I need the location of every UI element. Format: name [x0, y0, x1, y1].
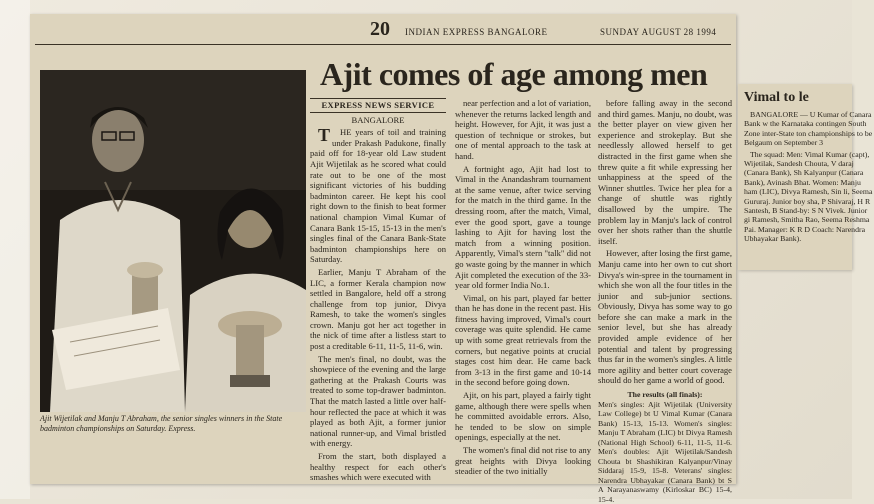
sidebar-headline: Vimal to le [744, 90, 809, 105]
article-column-3 [598, 98, 732, 504]
paragraph: Ajit, on his part, played a fairly tight game, although there were spells when he committed avoidable errors. Also, he tended to be slow on simple openings, especially at the net. [455, 390, 591, 443]
photo-image [40, 70, 306, 412]
results-text: Men's singles: Ajit Wijetilak (University Law College) bt U Vimal Kumar (Canara Bank) 15-13, 15-13. Women's singles: Manju T Abraham (LIC) bt Divya Ramesh (National High School) 6-11, 11-5, 11-6. Men's doubles: Ajit Wijetilak/Sandesh Chouta bt Shashikiran Kalyanpur/Vinay Siddaraj 15-9, 15-8. Veterans' singles: Narendra Ubhayakar (Canara Bank) bt S A Narayanaswamy (Kirloskar BC) 15-4, 15-4. [598, 399, 732, 504]
paragraph: Vimal, on his part, played far better than he has done in the recent past. His fitness having improved, Vimal's court coverage was quite splendid. He came up with some great retrievals from the corners, but negative points at crucial stages cost him dear. He came back from 3-13 in the first game and 10-14 in the second before going down. [455, 292, 591, 388]
article-column-2 [455, 98, 591, 482]
players-photo [40, 70, 306, 412]
headline: Ajit comes of age among men [320, 56, 708, 92]
sleeve-edge [0, 0, 30, 499]
paragraph: THE years of toil and training under Prakash Padukone, finally paid off for 18-year old Law student Ajit Wijetilak as he scored what could rate out to be one of the most significant victories of his budding badminton career. He kept his cool right down to the finish to beat former national champion Vimal Kumar of Canara Bank 15-15, 15-13 in the men's singles final of the Canara Bank-State badminton championships here on Saturday. [310, 125, 446, 265]
paragraph: The men's final, no doubt, was the showpiece of the evening and the large gathering at the Prakash Courts was treated to some top-drawer badminton. That the match lasted a little over half-hour reflected the pace at which it was played as both Ajit, a former junior national runner-up, and Vimal bristled with energy. [310, 353, 446, 449]
photo-caption: Ajit Wijetilak and Manju T Abraham, the senior singles winners in the State badminton championships on Saturday. Express. [40, 414, 283, 433]
byline: EXPRESS NEWS SERVICE [310, 98, 446, 113]
article-column-1 [310, 98, 446, 482]
results-box [598, 390, 732, 504]
paragraph: However, after losing the first game, Manju came into her own to cut short Divya's win-spree in the tournament in which she won all the four titles in the junior and sub-junior sections. Obviously, Divya has some way to go before she can make a mark in the senior level, but she has already provided ample evidence of her potential and talent by progressing thus far in the women's singles. A little more agility and better court coverage should do her game a world of good. [598, 248, 732, 386]
paragraph: From the start, both displayed a healthy respect for each other's smashes which were executed with [310, 451, 446, 483]
paragraph: Earlier, Manju T Abraham of the LIC, a former Kerala champion now settled in Bangalore, held off a strong challenge from top junior, Divya Ramesh, to take the women's singles crown. Manju got her act together in the nick of time after a listless start to post a creditable 6-11, 11-5, 11-6, win. [310, 266, 446, 352]
dateline: BANGALORE [351, 114, 405, 125]
paragraph: The squad: Men: Vimal Kumar (capt), Wijetilak, Sandesh Chouta, V daraj (Canara Bank), Sh Kalyanpur (Canara Bank), Avinash Bhat. Women: Manju ham (LIC), Divya Ramesh, Sin li, Seema Gururaj. Junior boy sha, P Shivaraj, H R Santesh, B Stand-by: S N Vivek. Junior gi Ramesh, Smitha Rao, Seema Reshma Pai. Manager: K R D Coach: Narendra Ubhayakar Bank). [744, 149, 873, 244]
results-heading: The results (all finals): [627, 390, 703, 400]
paragraph: The women's final did not rise to any great heights with Divya looking steadier of the two initially [455, 445, 591, 477]
paragraph: BANGALORE — U Kumar of Canara Bank w the Karnataka contingen South Zone inter-State ton championships to be Belgaum on September 3 [744, 110, 873, 148]
issue-date: SUNDAY AUGUST 28 1994 [600, 27, 717, 37]
header-rule [35, 44, 731, 45]
paragraph: before falling away in the second and third games. Manju, no doubt, was the better player on view given her experience and strokeplay. But she needlessly allowed herself to get distracted in the first game when she threw quite a fit while expressing her unhappiness at the speed of the Winner shuttles. Twice her plea for a change of shuttle was rightly disallowed by the umpire. The problem lay in Manju's lack of control over her shots rather than the shuttle itself. [598, 98, 732, 246]
paragraph: A fortnight ago, Ajit had lost to Vimal in the Anandashram tournament at the same venue, after twice serving for the match in the third game. In the dressing room, after the match, Vimal, ever the good sport, gave a tounge lashing to Ajit for having lost the match from a winning position. Apparently, Vimal's stern "talk" did not go waste going by the manner in which Ajit completed the execution of the 33-year old former India No.1. [455, 163, 591, 291]
paragraph: near perfection and a lot of variation, whenever the returns lacked length and height. However, for Ajit, it was just a question of technique or strokes, but one of mental approach to the task at hand. [455, 98, 591, 161]
newspaper-name: INDIAN EXPRESS BANGALORE [405, 27, 548, 37]
page-number: 20 [370, 18, 390, 40]
sidebar-body [738, 110, 874, 244]
adjacent-clipping [738, 84, 873, 270]
